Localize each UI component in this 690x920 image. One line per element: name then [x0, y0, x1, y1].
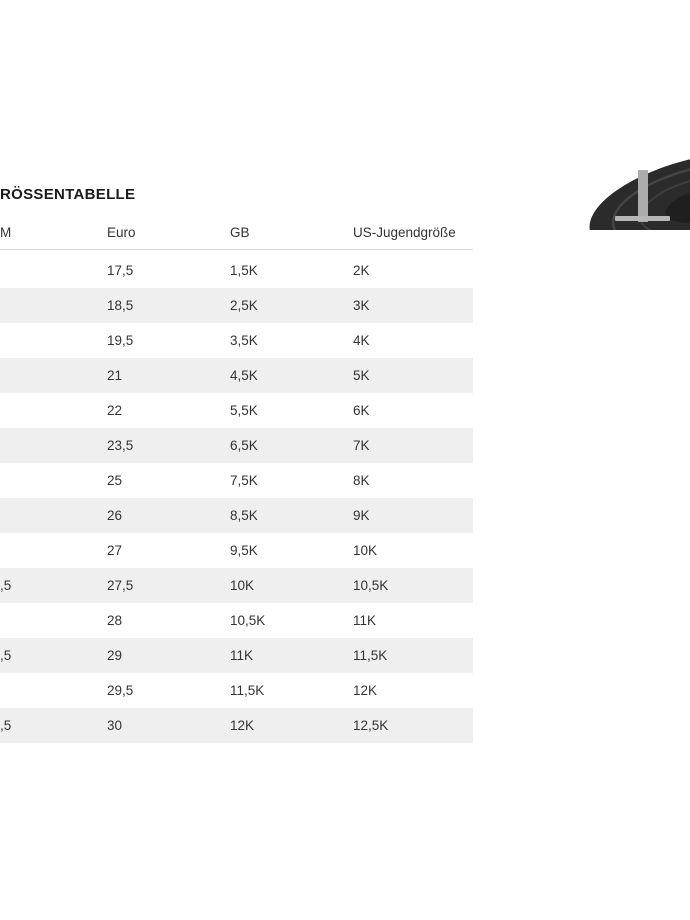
cell-gb: 5,5K [230, 403, 258, 418]
table-row [0, 428, 473, 463]
table-row [0, 393, 473, 428]
cell-gb: 4,5K [230, 368, 258, 383]
size-table-body [0, 253, 473, 743]
table-row [0, 288, 473, 323]
cell-us: 12K [353, 683, 378, 698]
cell-us: 10K [353, 543, 378, 558]
cell-gb: 11K [230, 648, 254, 663]
cell-gb: 11,5K [230, 683, 265, 698]
cell-cm: ,5 [0, 648, 12, 663]
cell-gb: 1,5K [230, 263, 258, 278]
cell-euro: 30 [107, 718, 123, 733]
cell-gb: 3,5K [230, 333, 258, 348]
table-row [0, 323, 473, 358]
cell-euro: 29 [107, 648, 123, 663]
cell-gb: 7,5K [230, 473, 258, 488]
table-row [0, 708, 473, 743]
cell-gb: 2,5K [230, 298, 258, 313]
cell-gb: 12K [230, 718, 255, 733]
size-table-header-row [0, 222, 473, 250]
cell-us: 5K [353, 368, 370, 383]
cell-us: 8K [353, 473, 370, 488]
cell-gb: 10K [230, 578, 255, 593]
table-row [0, 673, 473, 708]
cell-euro: 21 [107, 368, 123, 383]
column-header-us-youth: US-Jugendgröße [353, 225, 456, 240]
table-row [0, 498, 473, 533]
cell-euro: 28 [107, 613, 123, 628]
cell-gb: 9,5K [230, 543, 258, 558]
cell-euro: 25 [107, 473, 123, 488]
table-row [0, 533, 473, 568]
table-row [0, 463, 473, 498]
cell-euro: 19,5 [107, 333, 134, 348]
cell-us: 4K [353, 333, 370, 348]
cell-euro: 22 [107, 403, 123, 418]
cell-gb: 6,5K [230, 438, 258, 453]
cell-euro: 18,5 [107, 298, 134, 313]
cell-euro: 26 [107, 508, 123, 523]
cell-us: 3K [353, 298, 370, 313]
table-row [0, 358, 473, 393]
stand-base [615, 216, 670, 221]
product-photo-fragment [555, 130, 690, 230]
wheel-photo-icon [555, 130, 690, 230]
cell-us: 11K [353, 613, 377, 628]
cell-euro: 27,5 [107, 578, 134, 593]
column-header-euro: Euro [107, 225, 136, 240]
cell-euro: 27 [107, 543, 123, 558]
table-row [0, 638, 473, 673]
cell-euro: 17,5 [107, 263, 134, 278]
cell-euro: 23,5 [107, 438, 134, 453]
table-row [0, 253, 473, 288]
cell-us: 6K [353, 403, 370, 418]
table-row [0, 603, 473, 638]
cell-us: 2K [353, 263, 370, 278]
cell-us: 7K [353, 438, 370, 453]
cell-euro: 29,5 [107, 683, 134, 698]
cell-gb: 8,5K [230, 508, 258, 523]
cell-us: 11,5K [353, 648, 388, 663]
stand-bar [638, 170, 648, 222]
cell-us: 12,5K [353, 718, 389, 733]
cell-cm: ,5 [0, 578, 12, 593]
column-header-gb: GB [230, 225, 250, 240]
size-table-title: RÖSSENTABELLE [0, 186, 136, 203]
cell-cm: ,5 [0, 718, 12, 733]
column-header-cm: M [0, 225, 12, 240]
table-row [0, 568, 473, 603]
size-table [0, 222, 473, 743]
cell-us: 9K [353, 508, 370, 523]
cell-us: 10,5K [353, 578, 389, 593]
cell-gb: 10,5K [230, 613, 266, 628]
